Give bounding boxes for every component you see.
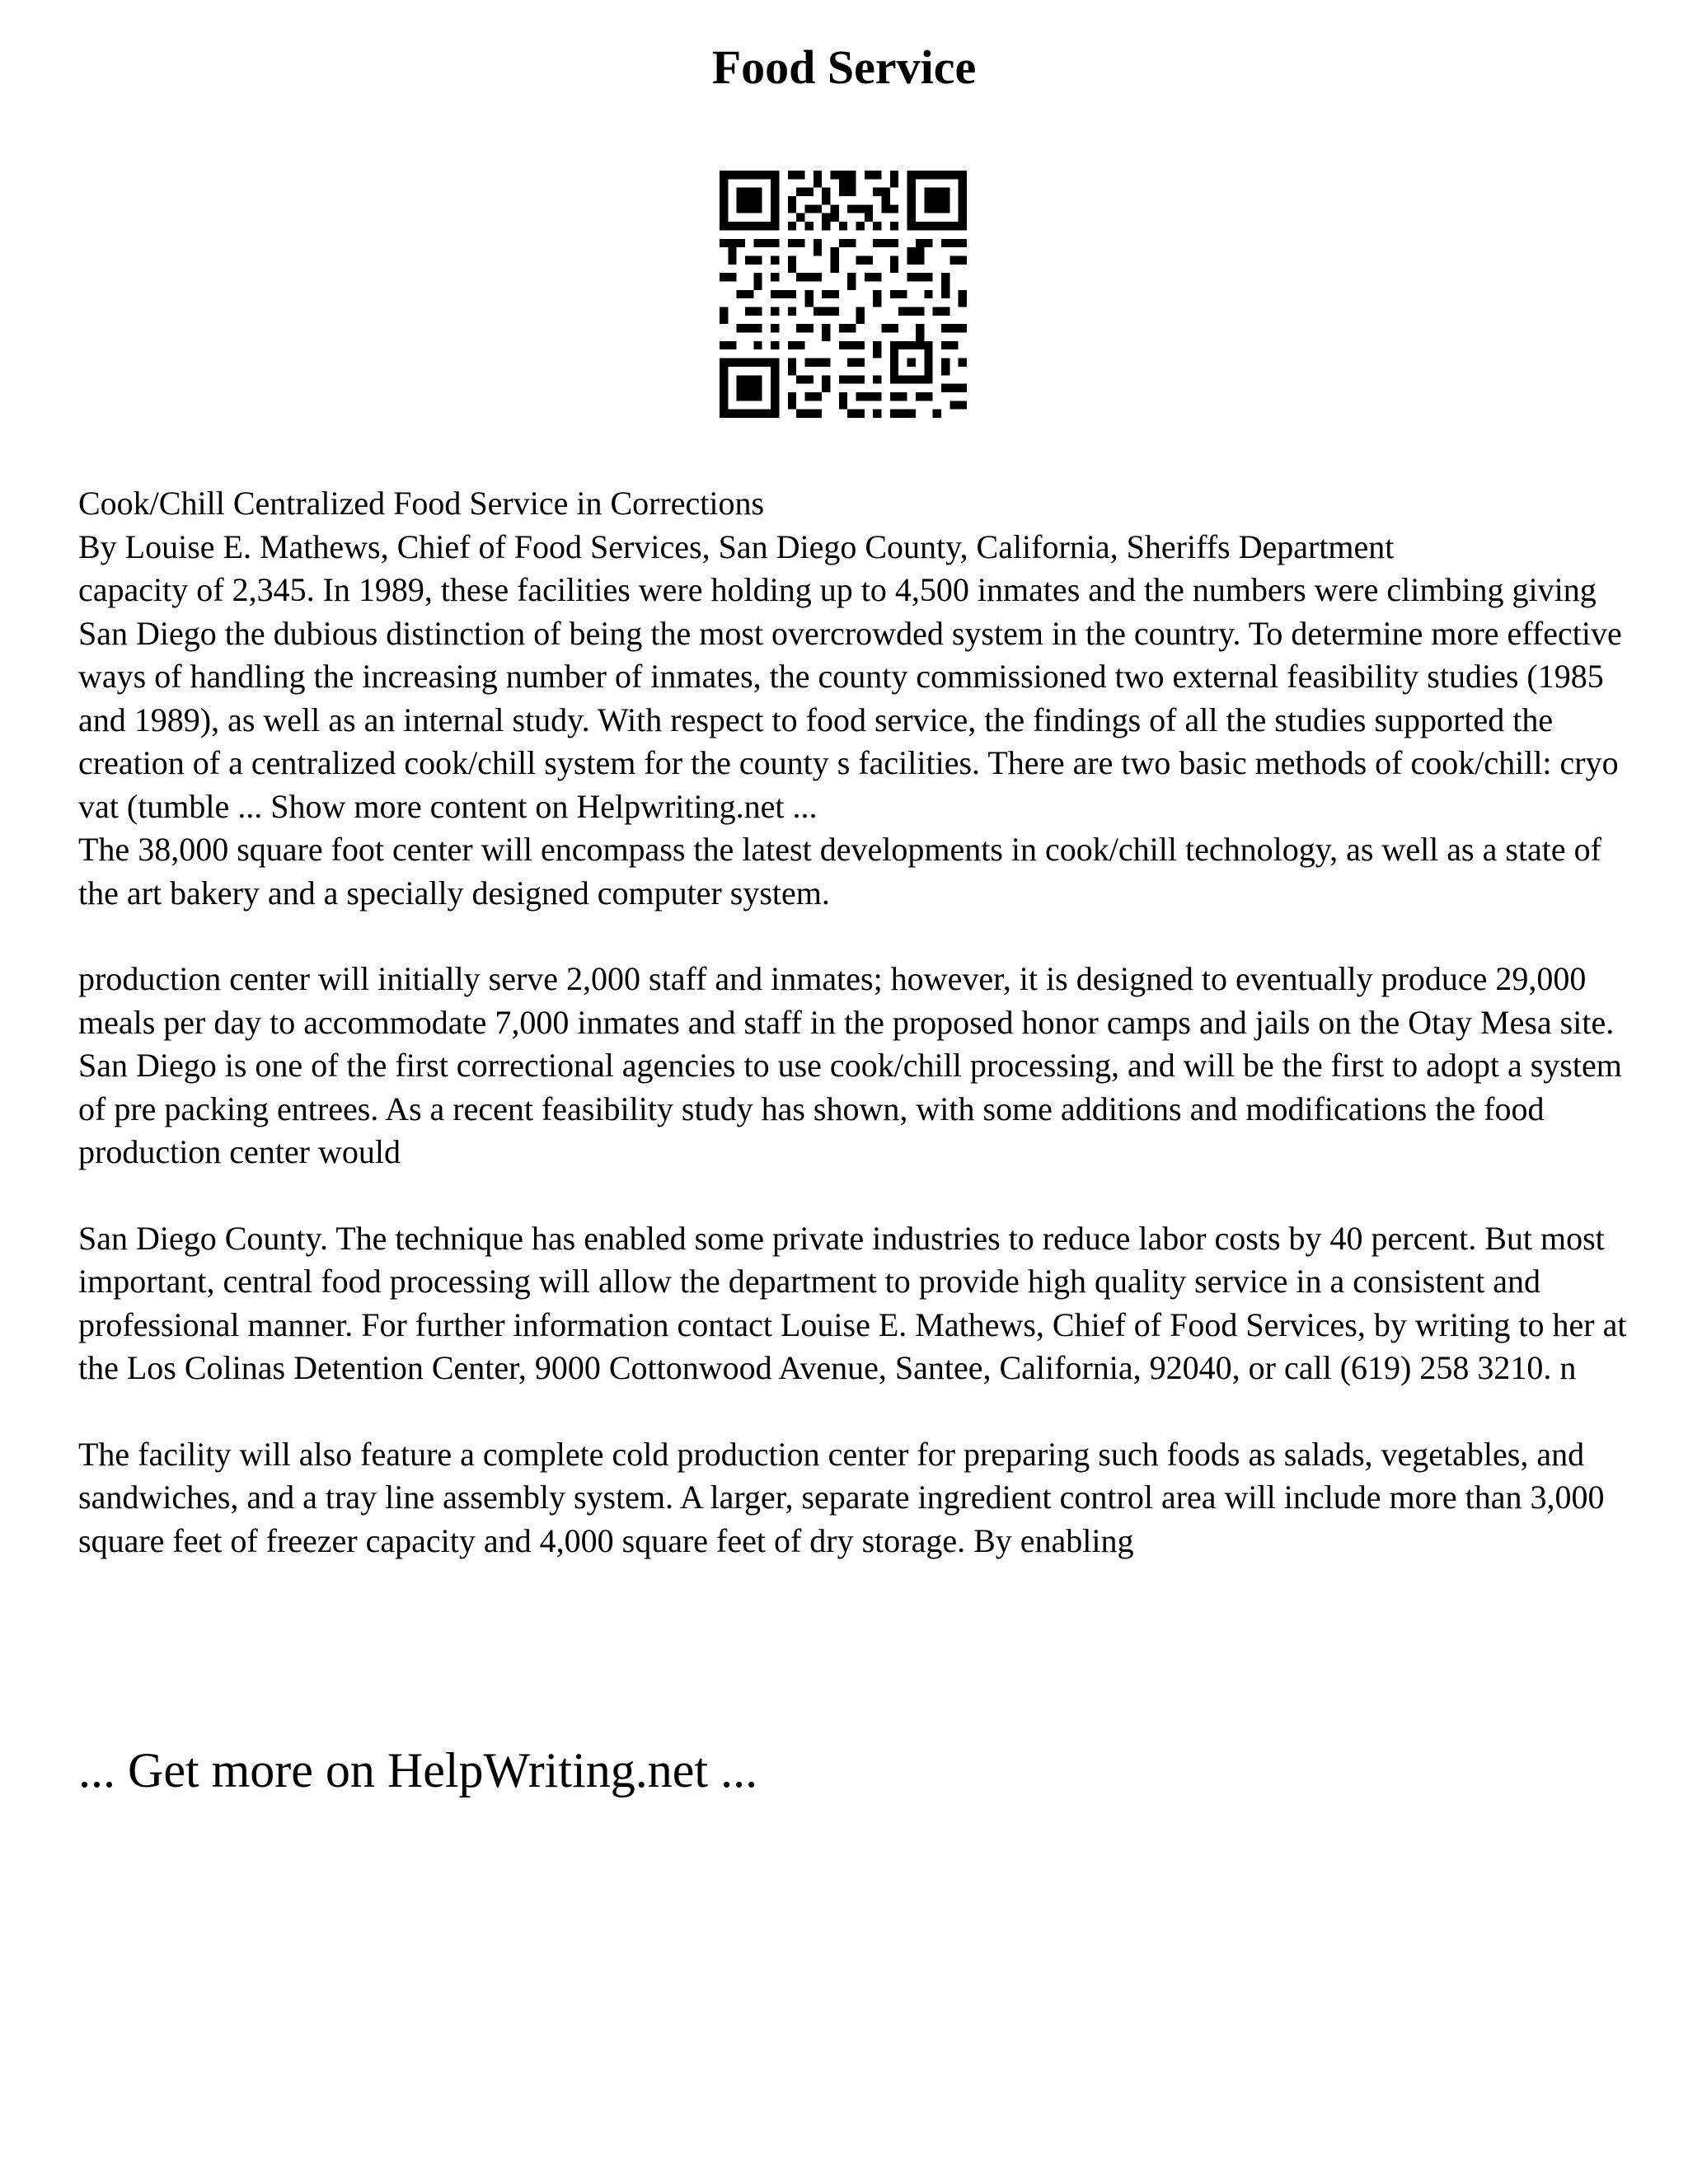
article-paragraph: capacity of 2,345. In 1989, these facilities were holding up to 4,500 inmates and the numbers were climbing giving San Diego the dubious distinction of being the most overcrowded system in the country. To determine more effective ways of handling the increasing number of inmates, the county commissioned two external feasibility studies (1985 and 1989), as well as an internal study. With respect to food service, the findings of all the studies supported the creation of a centralized cook/chill system for the county s facilities. There are two basic methods of cook/chill: cryo vat (tumble ... Show more content on Helpwriting.net ...	[78, 571, 1622, 825]
page-title: Food Service	[711, 40, 977, 94]
qr-code-icon	[720, 171, 967, 418]
article-paragraph: San Diego County. The technique has enabled some private industries to reduce labor costs by 40 percent. But most important, central food processing will allow the department to provide high quality service in a consistent and professional manner. For further information contact Louise E. Mathews, Chief of Food Services, by writing to her at the Los Colinas Detention Center, 9000 Cottonwood Avenue, Santee, California, 92040, or call (619) 258 3210. n	[78, 1219, 1627, 1386]
get-more-link[interactable]: ... Get more on HelpWriting.net ...	[78, 1743, 758, 1797]
paragraph-spacer	[78, 1174, 1628, 1217]
article-body	[78, 482, 1628, 1563]
article-heading: Cook/Chill Centralized Food Service in Corrections	[78, 485, 765, 522]
article-paragraph: The facility will also feature a complete cold production center for preparing such foods as salads, vegetables, and sandwiches, and a tray line assembly system. A larger, separate ingredient control area will include more than 3,000 square feet of freezer capacity and 4,000 square feet of dry storage. By enabling	[78, 1435, 1605, 1559]
paragraph-spacer	[78, 915, 1628, 958]
article-paragraph: The 38,000 square foot center will encompass the latest developments in cook/chill technology, as well as a state of the art bakery and a specially designed computer system.	[78, 831, 1601, 912]
article-byline: By Louise E. Mathews, Chief of Food Services, San Diego County, California, Sheriffs Department	[78, 527, 1395, 565]
article-paragraph: production center will initially serve 2,000 staff and inmates; however, it is designed to eventually produce 29,000 meals per day to accommodate 7,000 inmates and staff in the proposed honor camps and jails on the Otay Mesa site. San Diego is one of the first correctional agencies to use cook/chill processing, and will be the first to adopt a system of pre packing entrees. As a recent feasibility study has shown, with some additions and modifications the food production center would	[78, 960, 1622, 1170]
paragraph-spacer	[78, 1390, 1628, 1433]
